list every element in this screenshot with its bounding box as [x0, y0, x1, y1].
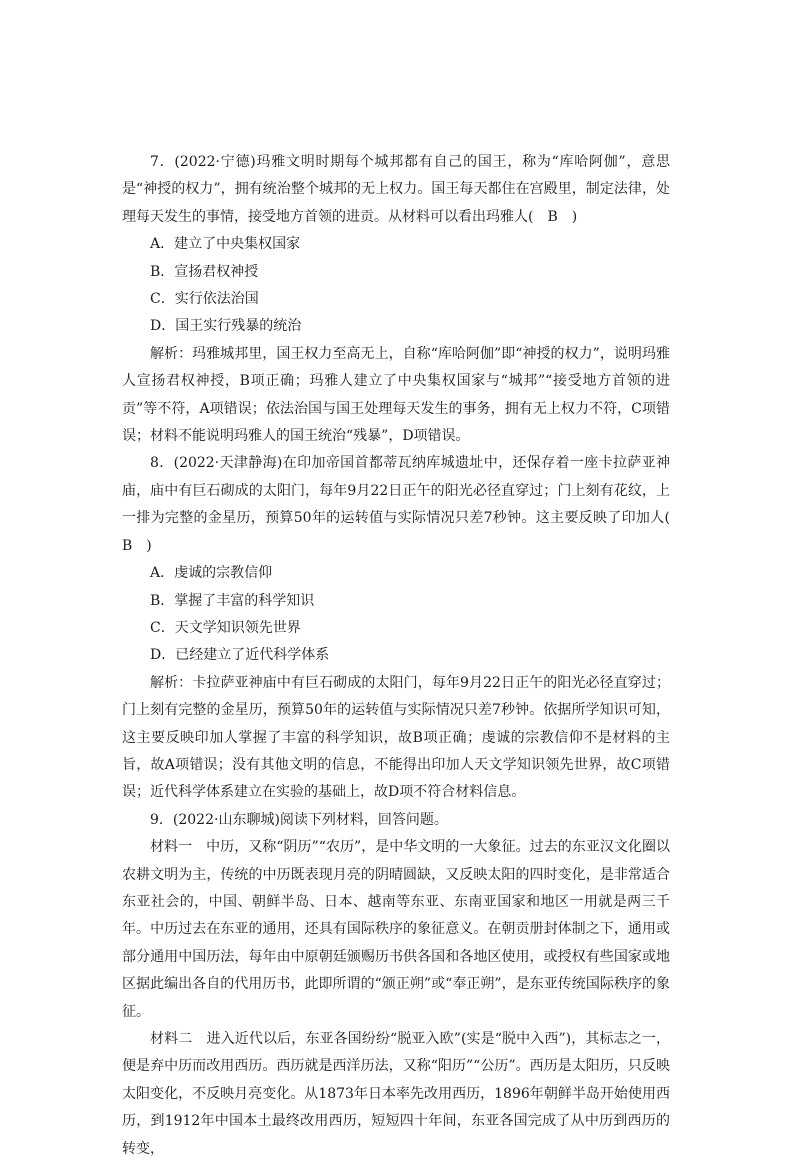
question-7-option-b: B．宣扬君权神授: [150, 263, 259, 280]
question-7-analysis: 解析：玛雅城邦里，国王权力至高无上，自称“库哈阿伽”即“神授的权力”，说明玛雅人宣扬君权神授，B项正确；玛雅人建立了中央集权国家与“城邦”“接受地方首领的进贡”等不符，A项错误；依法治国与国王处理每天发生的事务，拥有无上权力不符，C项错误；材料不能说明玛雅人的国王统治“残暴”，D项错误。: [122, 345, 670, 445]
question-8-stem: 8．(2022·天津静海)在印加帝国首都蒂瓦纳库城遗址中，还保存着一座卡拉萨亚神庙，庙中有巨石砌成的太阳门，每年9月22日正午的阳光必径直穿过；门上刻有花纹，上一排为完整的金星历，预算50年的运转值与实际情况只差7秒钟。这主要反映了印加人( B ): [122, 455, 684, 554]
question-8-option-d: D．已经建立了近代科学体系: [150, 647, 330, 664]
question-7-stem: 7．(2022·宁德)玛雅文明时期每个城邦都有自己的国王，称为“库哈阿伽”，意思是“神授的权力”，拥有统治整个城邦的无上权力。国王每天都住在宫殿里，制定法律，处理每天发生的事情，接受地方首领的进贡。从材料可以看出玛雅人( B ): [122, 154, 670, 225]
question-9-material-1: 材料一 中历，又称“阴历”“农历”，是中华文明的一大象征。过去的东亚汉文化圈以农耕文明为主，传统的中历既表现月亮的阴晴圆缺，又反映太阳的四时变化，是非常适合东亚社会的，中国、朝鲜半岛、日本、越南等东亚、东南亚国家和地区一用就是两三千年。中历过去在东亚的通用，还具有国际秩序的象征意义。在朝贡册封体制之下，通用或部分通用中国历法，每年由中原朝廷颁赐历书供各国和各地区使用，或授权有些国家或地区据此编出各自的代用历书，此即所谓的“颁正朔”或“奉正朔”，是东亚传统国际秩序的象征。: [122, 839, 670, 1020]
question-7-option-d: D．国王实行残暴的统治: [150, 318, 302, 335]
question-7-option-c: C．实行依法治国: [150, 291, 259, 308]
question-8-analysis: 解析：卡拉萨亚神庙中有巨石砌成的太阳门，每年9月22日正午的阳光必径直穿过；门上刻有完整的金星历，预算50年的运转值与实际情况只差7秒钟。依据所学知识可知，这主要反映印加人掌握了丰富的科学知识，故B项正确；虔诚的宗教信仰不是材料的主旨，故A项错误；没有其他文明的信息，不能得出印加人天文学知识领先世界，故C项错误；近代科学体系建立在实验的基础上，故D项不符合材料信息。: [122, 674, 670, 801]
question-8-option-c: C．天文学知识领先世界: [150, 619, 301, 636]
document-page: [122, 149, 684, 1163]
question-9-material-2: 材料二 进入近代以后，东亚各国纷纷“脱亚入欧”(实是“脱中入西”)，其标志之一，便是弃中历而改用西历。西历就是西洋历法，又称“阳历”“公历”。西历是太阳历，只反映太阳变化，不反映月亮变化。从1873年日本率先改用西历，1896年朝鲜半岛开始使用西历，到1912年中国本土最终改用西历，短短四十年间，东亚各国完成了从中历到西历的转变，: [122, 1031, 670, 1157]
question-9-stem: 9．(2022·山东聊城)阅读下列材料，回答问题。: [150, 811, 448, 828]
question-8-option-b: B．掌握了丰富的科学知识: [150, 592, 315, 609]
question-7-option-a: A．建立了中央集权国家: [150, 236, 301, 253]
question-8-option-a: A．虔诚的宗教信仰: [150, 565, 273, 582]
